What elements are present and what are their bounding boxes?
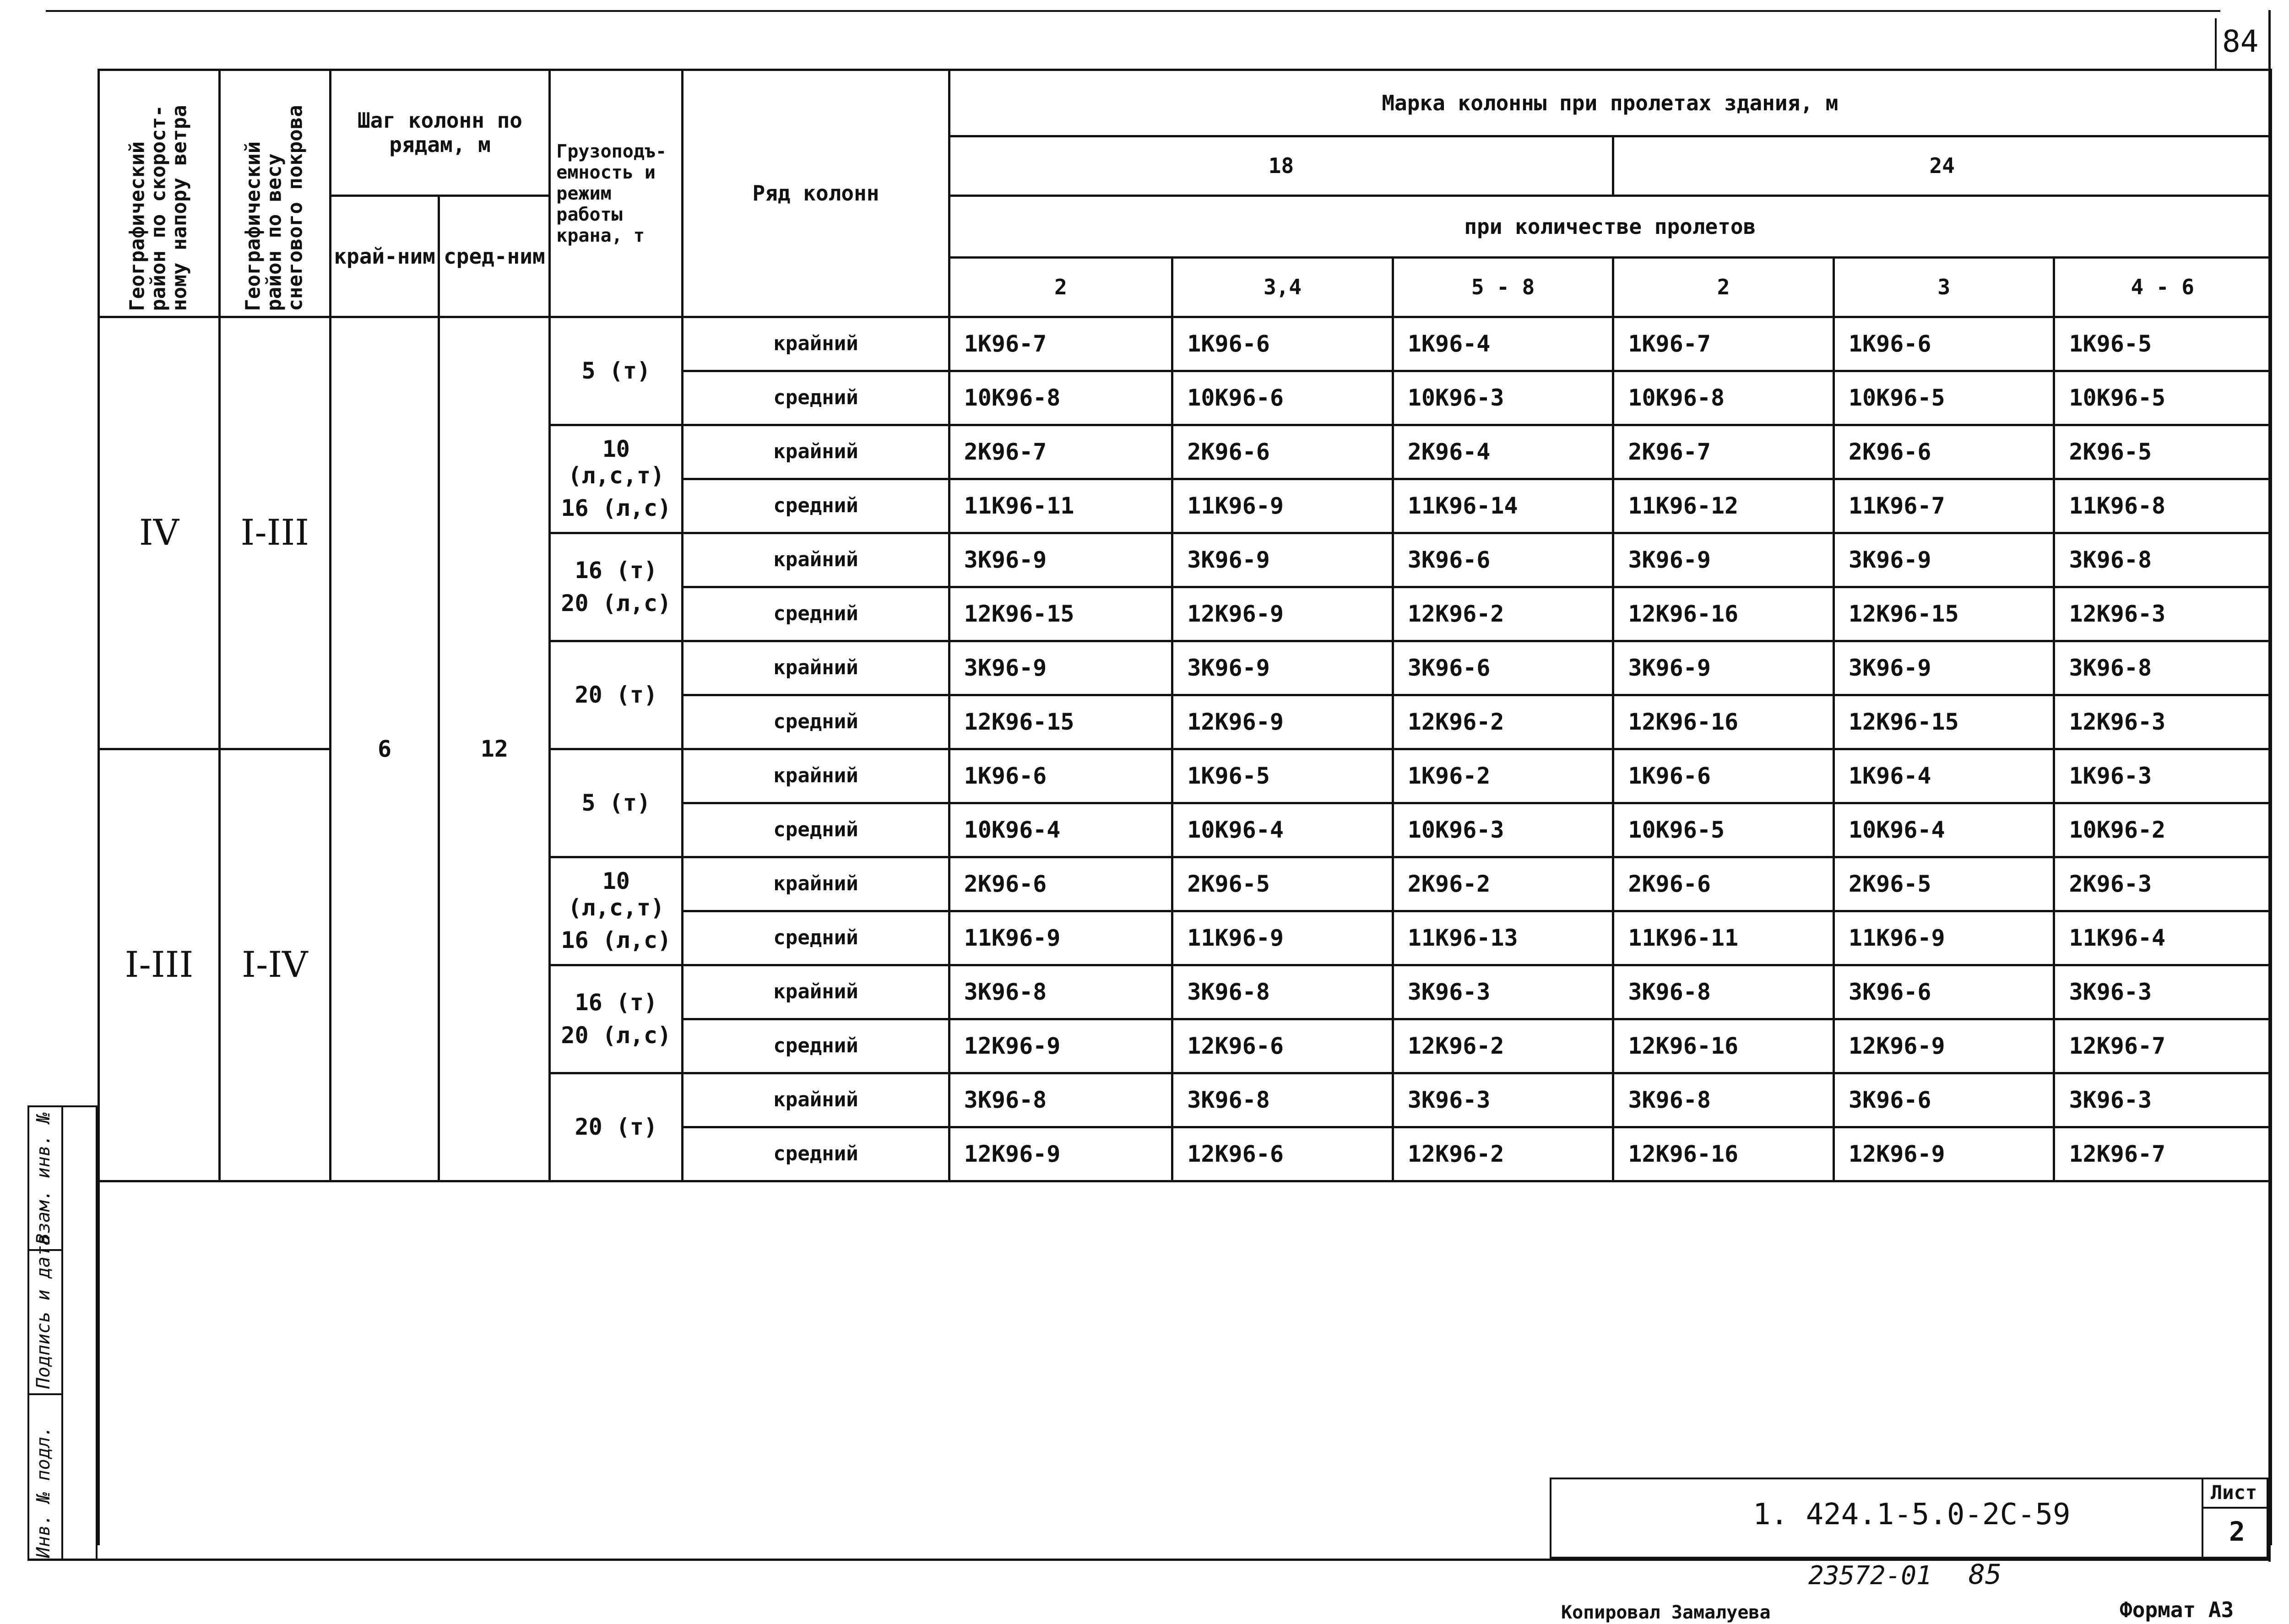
header-span-count: при количестве пролетов bbox=[949, 196, 2271, 258]
column-mark-cell: 2К96-3 bbox=[2054, 857, 2271, 911]
column-mark-cell: 12К96-2 bbox=[1393, 1127, 1613, 1181]
column-mark-cell: 3К96-9 bbox=[949, 641, 1172, 695]
bottom-border-line bbox=[27, 1559, 2271, 1561]
column-mark-cell: 3К96-9 bbox=[1613, 641, 1834, 695]
header-snow-region: Географический район по весу снегового покрова bbox=[219, 70, 330, 317]
column-row-kind: крайний bbox=[683, 965, 949, 1019]
column-mark-cell: 3К96-9 bbox=[1613, 533, 1834, 587]
side-stamp bbox=[27, 1105, 98, 1561]
column-mark-cell: 12К96-2 bbox=[1393, 587, 1613, 641]
column-mark-cell: 2К96-4 bbox=[1393, 425, 1613, 479]
header-count-cell: 5 - 8 bbox=[1393, 258, 1613, 317]
column-mark-cell: 2К96-7 bbox=[949, 425, 1172, 479]
column-mark-cell: 3К96-9 bbox=[949, 533, 1172, 587]
crane-capacity-line: 16 (т) bbox=[575, 557, 658, 584]
column-mark-cell: 3К96-8 bbox=[2054, 641, 2271, 695]
column-row-kind: средний bbox=[683, 1019, 949, 1073]
column-mark-cell: 12К96-2 bbox=[1393, 1019, 1613, 1073]
column-mark-cell: 12К96-7 bbox=[2054, 1019, 2271, 1073]
header-span-18: 18 bbox=[949, 136, 1613, 196]
column-mark-cell: 11К96-14 bbox=[1393, 479, 1613, 533]
column-mark-cell: 10К96-6 bbox=[1172, 371, 1393, 425]
side-stamp-inventory: Инв. № подл. bbox=[33, 1426, 54, 1558]
crane-capacity-line: 20 (л,с) bbox=[561, 590, 672, 617]
header-count-cell: 3,4 bbox=[1172, 258, 1393, 317]
column-mark-cell: 12К96-15 bbox=[949, 587, 1172, 641]
column-mark-cell: 2К96-6 bbox=[1833, 425, 2054, 479]
column-mark-cell: 10К96-2 bbox=[2054, 803, 2271, 857]
side-stamp-signature: Подпись и дата bbox=[33, 1234, 54, 1389]
column-row-kind: крайний bbox=[683, 1073, 949, 1127]
column-mark-cell: 2К96-6 bbox=[1172, 425, 1393, 479]
column-mark-cell: 3К96-6 bbox=[1393, 533, 1613, 587]
column-mark-cell: 3К96-9 bbox=[1833, 533, 2054, 587]
column-row-kind: крайний bbox=[683, 749, 949, 803]
column-mark-cell: 10К96-5 bbox=[1613, 803, 1834, 857]
column-row-kind: средний bbox=[683, 371, 949, 425]
crane-capacity-line: 5 (т) bbox=[581, 789, 651, 816]
column-mark-cell: 12К96-6 bbox=[1172, 1019, 1393, 1073]
column-mark-cell: 12К96-9 bbox=[949, 1127, 1172, 1181]
column-mark-cell: 12К96-3 bbox=[2054, 587, 2271, 641]
column-mark-cell: 2К96-6 bbox=[949, 857, 1172, 911]
crane-capacity-cell bbox=[550, 965, 683, 1073]
column-mark-cell: 12К96-16 bbox=[1613, 587, 1834, 641]
column-mark-cell: 3К96-8 bbox=[1613, 1073, 1834, 1127]
header-column-mark: Марка колонны при пролетах здания, м bbox=[949, 70, 2271, 136]
column-mark-cell: 12К96-16 bbox=[1613, 1127, 1834, 1181]
column-mark-cell: 3К96-9 bbox=[1833, 641, 2054, 695]
column-mark-cell: 1К96-4 bbox=[1833, 749, 2054, 803]
column-mark-cell: 11К96-9 bbox=[949, 911, 1172, 965]
header-count-cell: 3 bbox=[1833, 258, 2054, 317]
column-mark-cell: 1К96-7 bbox=[949, 317, 1172, 371]
crane-capacity-line: 20 (т) bbox=[575, 681, 658, 708]
column-mark-cell: 3К96-8 bbox=[1172, 965, 1393, 1019]
title-block-divider bbox=[2202, 1507, 2270, 1509]
column-row-kind: крайний bbox=[683, 857, 949, 911]
header-column-step: Шаг колонн по рядам, м bbox=[330, 70, 550, 196]
column-mark-cell: 12К96-16 bbox=[1613, 695, 1834, 749]
table-row bbox=[99, 317, 2271, 371]
side-stamp-divider bbox=[29, 1393, 61, 1395]
header-column-row: Ряд колонн bbox=[683, 70, 949, 317]
crane-capacity-line: 10 (л,с,т) bbox=[568, 436, 665, 489]
crane-capacity-line: 16 (л,с) bbox=[561, 927, 672, 954]
top-border-line bbox=[46, 10, 2220, 12]
step-mid-value: 12 bbox=[439, 317, 550, 1181]
column-mark-cell: 3К96-6 bbox=[1833, 965, 2054, 1019]
column-row-kind: крайний bbox=[683, 641, 949, 695]
header-count-cell: 4 - 6 bbox=[2054, 258, 2271, 317]
crane-capacity-cell bbox=[550, 641, 683, 749]
column-mark-cell: 12К96-16 bbox=[1613, 1019, 1834, 1073]
column-mark-cell: 11К96-9 bbox=[1833, 911, 2054, 965]
column-mark-cell: 10К96-4 bbox=[1833, 803, 2054, 857]
step-edge-value: 6 bbox=[330, 317, 439, 1181]
column-mark-cell: 2К96-6 bbox=[1613, 857, 1834, 911]
column-mark-cell: 3К96-8 bbox=[1172, 1073, 1393, 1127]
column-mark-cell: 3К96-8 bbox=[2054, 533, 2271, 587]
header-step-mid: сред-ним bbox=[439, 196, 550, 317]
column-mark-cell: 1К96-6 bbox=[1172, 317, 1393, 371]
column-mark-cell: 1К96-6 bbox=[1613, 749, 1834, 803]
column-mark-cell: 12К96-9 bbox=[949, 1019, 1172, 1073]
header-step-edge: край-ним bbox=[330, 196, 439, 317]
column-mark-cell: 12К96-9 bbox=[1833, 1127, 2054, 1181]
column-mark-cell: 3К96-3 bbox=[1393, 965, 1613, 1019]
order-number: 23572-01 bbox=[1808, 1561, 1932, 1591]
header-wind-region: Географический район по скорост-ному напору ветра bbox=[99, 70, 220, 317]
column-mark-cell: 3К96-9 bbox=[1172, 641, 1393, 695]
column-mark-cell: 10К96-4 bbox=[949, 803, 1172, 857]
column-mark-cell: 3К96-6 bbox=[1393, 641, 1613, 695]
column-row-kind: средний bbox=[683, 803, 949, 857]
crane-capacity-line: 10 (л,с,т) bbox=[568, 868, 665, 921]
crane-capacity-cell bbox=[550, 533, 683, 641]
column-mark-cell: 3К96-3 bbox=[2054, 965, 2271, 1019]
crane-capacity-line: 5 (т) bbox=[581, 357, 651, 384]
header-span-24: 24 bbox=[1613, 136, 2271, 196]
title-block bbox=[1550, 1478, 2268, 1559]
column-marks-table bbox=[98, 69, 2272, 1545]
column-row-kind: средний bbox=[683, 479, 949, 533]
column-mark-cell: 3К96-3 bbox=[1393, 1073, 1613, 1127]
column-mark-cell: 10К96-4 bbox=[1172, 803, 1393, 857]
column-mark-cell: 11К96-7 bbox=[1833, 479, 2054, 533]
column-mark-cell: 10К96-5 bbox=[2054, 371, 2271, 425]
column-mark-cell: 11К96-11 bbox=[949, 479, 1172, 533]
column-mark-cell: 11К96-9 bbox=[1172, 479, 1393, 533]
sheet-number-box bbox=[2215, 18, 2270, 70]
column-mark-cell: 11К96-9 bbox=[1172, 911, 1393, 965]
column-mark-cell: 10К96-3 bbox=[1393, 803, 1613, 857]
column-mark-cell: 1К96-2 bbox=[1393, 749, 1613, 803]
column-row-kind: крайний bbox=[683, 533, 949, 587]
column-mark-cell: 11К96-4 bbox=[2054, 911, 2271, 965]
wind-region-cell: IV bbox=[99, 317, 220, 749]
crane-capacity-cell bbox=[550, 317, 683, 425]
column-mark-cell: 11К96-11 bbox=[1613, 911, 1834, 965]
column-mark-cell: 1К96-6 bbox=[949, 749, 1172, 803]
paper-format: Формат А3 bbox=[2120, 1597, 2234, 1622]
column-mark-cell: 3К96-8 bbox=[949, 1073, 1172, 1127]
header-count-cell: 2 bbox=[949, 258, 1172, 317]
copied-by: Копировал Замалуева bbox=[1561, 1602, 1771, 1623]
column-row-kind: средний bbox=[683, 695, 949, 749]
column-mark-cell: 2К96-2 bbox=[1393, 857, 1613, 911]
column-mark-cell: 12К96-7 bbox=[2054, 1127, 2271, 1181]
column-mark-cell: 10К96-5 bbox=[1833, 371, 2054, 425]
column-mark-cell: 3К96-6 bbox=[1833, 1073, 2054, 1127]
column-mark-cell: 2К96-5 bbox=[1172, 857, 1393, 911]
crane-capacity-cell bbox=[550, 1073, 683, 1181]
column-mark-cell: 12К96-3 bbox=[2054, 695, 2271, 749]
column-mark-cell: 12К96-15 bbox=[949, 695, 1172, 749]
column-mark-cell: 10К96-3 bbox=[1393, 371, 1613, 425]
column-mark-cell: 2К96-7 bbox=[1613, 425, 1834, 479]
header-crane-capacity: Грузоподъ-емность и режим работы крана, т bbox=[550, 70, 683, 317]
wind-region-cell: I-III bbox=[99, 749, 220, 1181]
column-mark-cell: 11К96-13 bbox=[1393, 911, 1613, 965]
page-number: 85 bbox=[1969, 1559, 2002, 1591]
column-mark-cell: 12К96-6 bbox=[1172, 1127, 1393, 1181]
column-mark-cell: 11К96-12 bbox=[1613, 479, 1834, 533]
column-mark-cell: 3К96-8 bbox=[1613, 965, 1834, 1019]
column-row-kind: средний bbox=[683, 587, 949, 641]
column-mark-cell: 10К96-8 bbox=[949, 371, 1172, 425]
column-mark-cell: 11К96-8 bbox=[2054, 479, 2271, 533]
column-mark-cell: 3К96-9 bbox=[1172, 533, 1393, 587]
crane-capacity-line: 16 (т) bbox=[575, 989, 658, 1016]
column-mark-cell: 2К96-5 bbox=[2054, 425, 2271, 479]
column-mark-cell: 12К96-9 bbox=[1833, 1019, 2054, 1073]
column-mark-cell: 1К96-6 bbox=[1833, 317, 2054, 371]
column-mark-cell: 12К96-15 bbox=[1833, 587, 2054, 641]
column-mark-cell: 1К96-3 bbox=[2054, 749, 2271, 803]
sheet-number-top: 84 bbox=[2222, 24, 2259, 59]
crane-capacity-line: 20 (л,с) bbox=[561, 1022, 672, 1049]
column-mark-cell: 1К96-4 bbox=[1393, 317, 1613, 371]
sheet-label: Лист bbox=[2211, 1481, 2257, 1504]
column-mark-cell: 3К96-8 bbox=[949, 965, 1172, 1019]
crane-capacity-cell bbox=[550, 857, 683, 965]
column-mark-cell: 12К96-15 bbox=[1833, 695, 2054, 749]
side-stamp-divider bbox=[61, 1107, 63, 1559]
title-block-divider bbox=[2202, 1479, 2203, 1557]
document-code: 1. 424.1-5.0-2С-59 bbox=[1753, 1498, 2071, 1532]
column-row-kind: средний bbox=[683, 1127, 949, 1181]
column-row-kind: средний bbox=[683, 911, 949, 965]
column-mark-cell: 3К96-3 bbox=[2054, 1073, 2271, 1127]
snow-region-cell: I-IV bbox=[219, 749, 330, 1181]
column-mark-cell: 12К96-9 bbox=[1172, 695, 1393, 749]
crane-capacity-line: 20 (т) bbox=[575, 1113, 658, 1140]
snow-region-cell: I-III bbox=[219, 317, 330, 749]
column-row-kind: крайний bbox=[683, 317, 949, 371]
column-mark-cell: 10К96-8 bbox=[1613, 371, 1834, 425]
column-mark-cell: 12К96-2 bbox=[1393, 695, 1613, 749]
header-count-cell: 2 bbox=[1613, 258, 1834, 317]
column-mark-cell: 1К96-5 bbox=[1172, 749, 1393, 803]
crane-capacity-cell bbox=[550, 749, 683, 857]
column-mark-cell: 2К96-5 bbox=[1833, 857, 2054, 911]
crane-capacity-line: 16 (л,с) bbox=[561, 495, 672, 522]
column-mark-cell: 12К96-9 bbox=[1172, 587, 1393, 641]
side-stamp-replace: Взам. инв. № bbox=[33, 1112, 54, 1245]
sheet-number: 2 bbox=[2229, 1516, 2245, 1547]
column-mark-cell: 1К96-5 bbox=[2054, 317, 2271, 371]
column-mark-cell: 1К96-7 bbox=[1613, 317, 1834, 371]
column-row-kind: крайний bbox=[683, 425, 949, 479]
crane-capacity-cell bbox=[550, 425, 683, 533]
